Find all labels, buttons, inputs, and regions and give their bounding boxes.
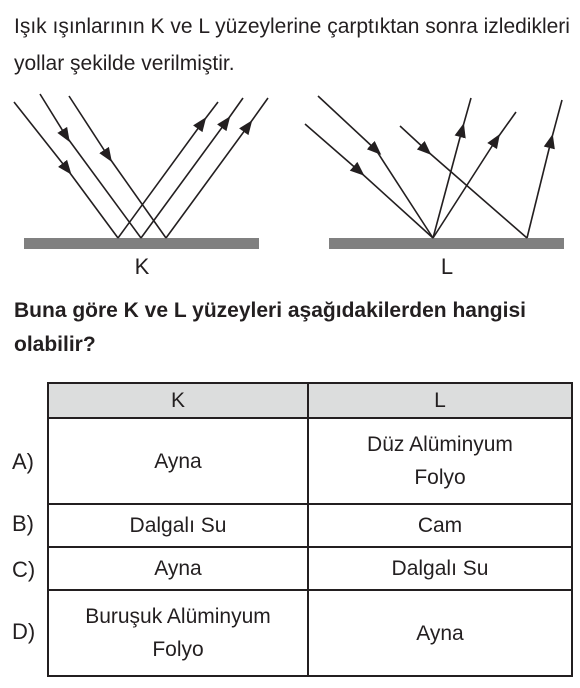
header-l: L bbox=[308, 383, 572, 418]
header-k: K bbox=[48, 383, 308, 418]
option-label-c[interactable]: C) bbox=[12, 557, 36, 582]
cell-l: Ayna bbox=[308, 590, 572, 676]
cell-k: Buruşuk Alüminyum Folyo bbox=[48, 590, 308, 676]
intro-text: Işık ışınlarının K ve L yüzeylerine çarptıktan sonra izledikleri yollar şekilde verilmiştir. bbox=[14, 15, 570, 75]
answer-table bbox=[47, 382, 573, 677]
cell-k: Ayna bbox=[48, 547, 308, 590]
table-row[interactable] bbox=[48, 547, 572, 590]
surface-l-label: L bbox=[440, 254, 454, 279]
surface-k-label: K bbox=[134, 254, 150, 279]
k-incident-ray-2 bbox=[40, 94, 66, 136]
l-reflected-ray-1 bbox=[433, 130, 462, 238]
table-row[interactable] bbox=[48, 418, 572, 504]
cell-l: Dalgalı Su bbox=[308, 547, 572, 590]
l-reflected-ray-3 bbox=[527, 141, 551, 238]
table-row[interactable] bbox=[48, 504, 572, 547]
l-reflected-ray-2 bbox=[433, 140, 496, 238]
l-incident-ray-1 bbox=[305, 124, 359, 171]
k-reflected-ray-2 bbox=[141, 122, 226, 238]
surface-k bbox=[24, 238, 259, 249]
surface-l bbox=[329, 238, 564, 249]
question-text: Buna göre K ve L yüzeyleri aşağıdakilerden hangisi olabilir? bbox=[14, 299, 526, 356]
reflection-diagram bbox=[0, 90, 580, 255]
cell-k: Dalgalı Su bbox=[48, 504, 308, 547]
option-label-b[interactable]: B) bbox=[12, 511, 34, 536]
option-label-d[interactable]: D) bbox=[12, 619, 36, 644]
l-incident-ray-3 bbox=[400, 126, 426, 150]
option-label-a[interactable]: A) bbox=[12, 449, 34, 474]
cell-k: Ayna bbox=[48, 418, 308, 504]
cell-l: Düz Alüminyum Folyo bbox=[308, 418, 572, 504]
k-reflected-ray-3 bbox=[166, 126, 248, 238]
k-incident-ray-1 bbox=[14, 102, 67, 169]
table-header-row bbox=[48, 383, 572, 418]
k-reflected-ray-1 bbox=[118, 123, 202, 238]
cell-l: Cam bbox=[308, 504, 572, 547]
table-row[interactable] bbox=[48, 590, 572, 676]
